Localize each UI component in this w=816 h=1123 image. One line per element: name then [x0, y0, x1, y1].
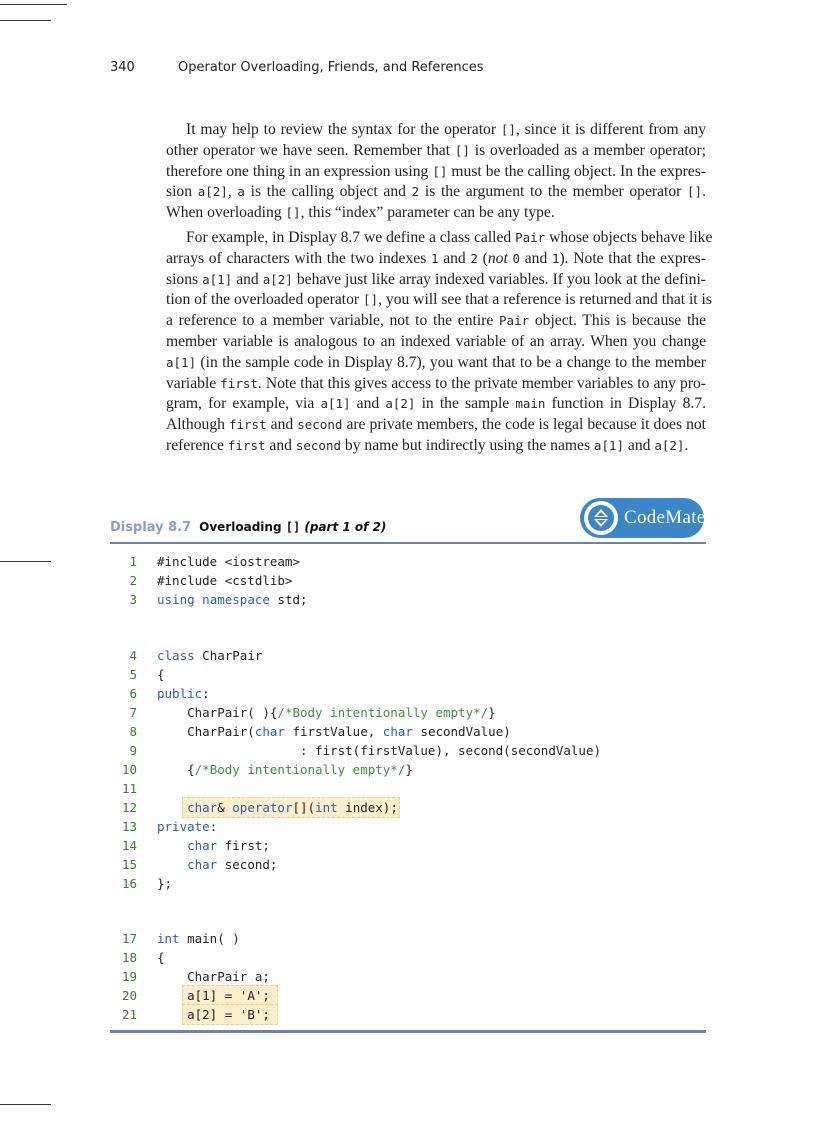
running-header	[110, 60, 710, 80]
line-number: 11	[121, 781, 137, 796]
text-line: Although first and second are private members, the code is legal because it does not	[166, 416, 707, 434]
code-text: #include <cstdlib>	[157, 573, 293, 588]
text-line: a reference to a member variable, not to the entire Pair object. This is because the	[166, 312, 707, 330]
code-line	[110, 855, 706, 874]
crop-mark	[0, 20, 51, 21]
text-line: For example, in Display 8.7 we define a class called Pair whose objects behave like	[186, 228, 713, 246]
text-line: a[1] (in the sample code in Display 8.7), you want that to be a change to the member	[166, 353, 706, 371]
code-text: using namespace std;	[157, 592, 308, 607]
text-line: It may help to review the syntax for the operator [], since it is different from any	[186, 121, 706, 138]
paragraph-2	[166, 228, 713, 457]
line-number: 20	[121, 988, 137, 1003]
code-text: a[1] = 'A';	[187, 988, 270, 1003]
line-number: 4	[129, 648, 137, 663]
line-number: 21	[121, 1007, 137, 1022]
crop-mark	[0, 4, 67, 5]
line-number: 2	[129, 573, 137, 588]
code-text: class CharPair	[157, 648, 263, 663]
code-line	[110, 760, 706, 779]
code-text: int main( )	[157, 931, 240, 946]
code-line	[110, 741, 706, 760]
code-line	[110, 817, 706, 836]
code-text: CharPair a;	[157, 969, 270, 984]
code-text: {	[157, 667, 165, 682]
line-number: 10	[121, 762, 137, 777]
line-number: 6	[129, 686, 137, 701]
line-number: 1	[129, 554, 137, 569]
code-line	[110, 836, 706, 855]
code-text: #include <iostream>	[157, 554, 300, 569]
code-line	[110, 684, 706, 703]
chapter-title: Operator Overloading, Friends, and References	[178, 60, 484, 75]
line-number: 13	[121, 819, 137, 834]
page-number: 340	[110, 60, 135, 75]
text-line: gram, for example, via a[1] and a[2] in the sample main function in Display 8.7.	[166, 395, 707, 413]
code-line	[110, 571, 706, 590]
code-line	[110, 552, 706, 571]
display-label: Display 8.7	[110, 520, 192, 535]
body-text	[166, 120, 713, 457]
code-line	[110, 665, 706, 684]
text-line: sion a[2], a is the calling object and 2 is the argument to the member operator [].	[166, 183, 706, 201]
code-line	[110, 703, 706, 722]
code-line	[110, 779, 706, 798]
text-line: therefore one thing in an expression using [] must be the calling object. In the expres-	[166, 162, 706, 180]
code-text: public:	[157, 686, 210, 701]
text-line: reference first and second by name but indirectly using the names a[1] and a[2].	[166, 436, 689, 454]
line-number: 16	[121, 876, 137, 891]
display-title: Overloading [] (part 1 of 2)	[199, 520, 387, 534]
line-number: 19	[121, 969, 137, 984]
text-line: tion of the overloaded operator [], you will see that a reference is returned and that it is	[166, 291, 712, 309]
codemate-label: CodeMate	[624, 507, 706, 528]
line-number: 9	[129, 743, 137, 758]
code-line-highlighted	[110, 986, 706, 1005]
code-text: {	[157, 950, 165, 965]
text-line: other operator we have seen. Remember that [] is overloaded as a member operator;	[166, 141, 706, 159]
text-line: member variable is analogous to an indexed variable of an array. When you change	[166, 332, 706, 350]
code-text: char first;	[187, 838, 270, 853]
text-line: variable first. Note that this gives access to the private member variables to any pro-	[166, 374, 706, 392]
code-text: private:	[157, 819, 218, 834]
display-top-rule	[110, 542, 706, 544]
line-number: 8	[129, 724, 137, 739]
line-number: 18	[121, 950, 137, 965]
codemate-logo-icon	[584, 501, 618, 535]
line-number: 5	[129, 667, 137, 682]
code-line	[110, 874, 706, 893]
line-number: 12	[121, 800, 137, 815]
line-number: 15	[121, 857, 137, 872]
text-line: arrays of characters with the two indexes 1 and 2 (not 0 and 1). Note that the expres-	[166, 249, 707, 267]
line-number: 14	[121, 838, 137, 853]
code-line-highlighted	[110, 798, 706, 817]
code-text: char& operator[](int index);	[187, 800, 398, 815]
code-text: };	[157, 876, 173, 891]
line-number: 3	[129, 592, 137, 607]
code-line	[110, 948, 706, 967]
code-text: CharPair(char firstValue, char secondValue)	[157, 724, 511, 739]
code-line	[110, 929, 706, 948]
text-line: sions a[1] and a[2] behave just like array indexed variables. If you look at the defini-	[166, 270, 706, 288]
code-line-highlighted	[110, 1005, 706, 1024]
paragraph-1	[166, 120, 706, 224]
codemate-badge	[580, 498, 704, 538]
code-text: {/*Body intentionally empty*/}	[157, 762, 413, 777]
line-number: 7	[129, 705, 137, 720]
text-line: When overloading [], this “index” parameter can be any type.	[166, 204, 555, 222]
code-line	[110, 722, 706, 741]
code-text: char second;	[187, 857, 278, 872]
code-text: a[2] = 'B';	[187, 1007, 270, 1022]
line-number: 17	[121, 931, 137, 946]
display-bottom-rule	[110, 1030, 706, 1033]
code-text: CharPair( ){/*Body intentionally empty*/}	[157, 705, 496, 720]
crop-mark	[0, 1104, 51, 1105]
code-text: : first(firstValue), second(secondValue)	[157, 743, 602, 758]
code-line	[110, 590, 706, 609]
crop-mark	[0, 561, 51, 562]
code-line	[110, 646, 706, 665]
code-line	[110, 967, 706, 986]
